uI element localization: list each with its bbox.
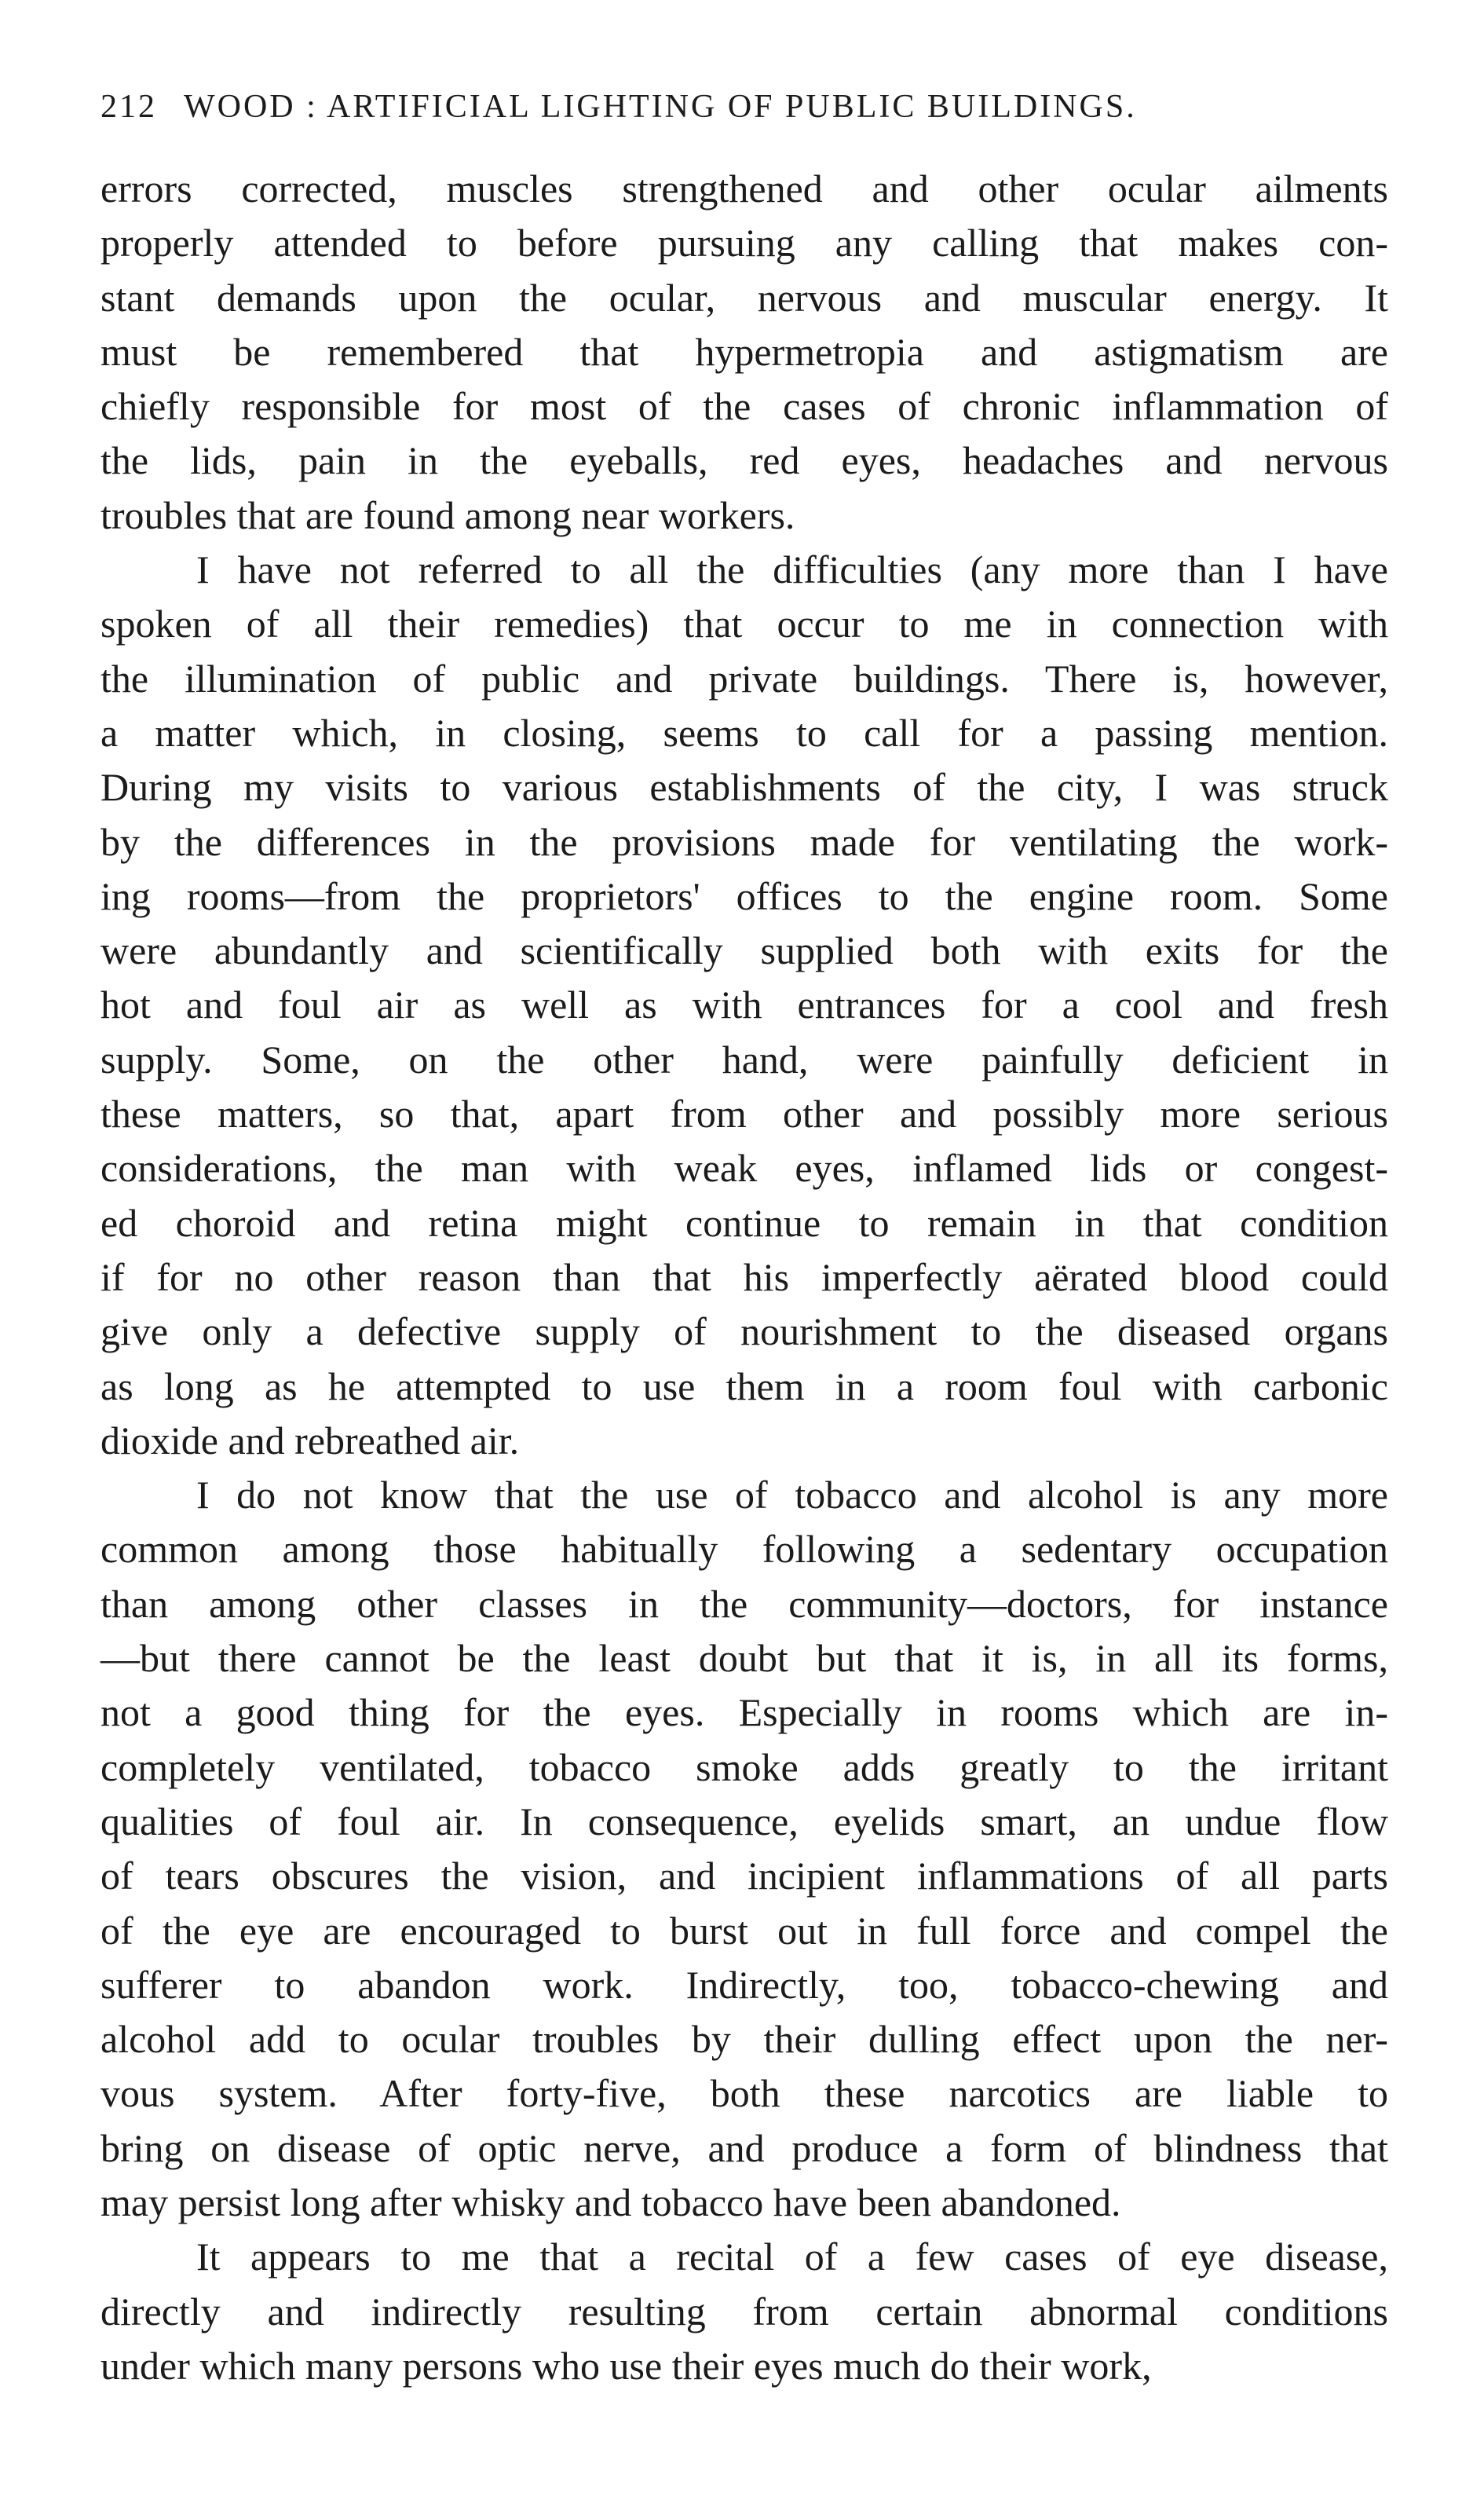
text-line: I do not know that the use of tobacco and alcohol is any more bbox=[196, 1473, 1388, 1517]
text-line: stant demands upon the ocular, nervous and muscular energy. It bbox=[101, 275, 1388, 320]
text-line: ing rooms—from the proprietors' offices to the engine room. Some bbox=[101, 873, 1388, 918]
text-line: if for no other reason than that his imperfectly aërated blood could bbox=[101, 1254, 1388, 1299]
text-line: hot and foul air as well as with entrances for a cool and fresh bbox=[101, 983, 1388, 1027]
text-line: bring on disease of optic nerve, and produce a form of blindness that bbox=[101, 2125, 1388, 2170]
text-line: of the eye are encouraged to burst out in full force and compel the bbox=[101, 1908, 1388, 1953]
text-line: During my visits to various establishments of the city, I was struck bbox=[101, 765, 1388, 810]
text-line: vous system. After forty-five, both these narcotics are liable to bbox=[101, 2071, 1388, 2116]
running-head bbox=[101, 83, 1325, 130]
page-number: 212 bbox=[101, 89, 157, 125]
text-line: may persist long after whisky and tobacco have been abandoned. bbox=[101, 2180, 1121, 2224]
text-line: these matters, so that, apart from other and possibly more serious bbox=[101, 1092, 1388, 1137]
text-line: —but there cannot be the least doubt but that it is, in all its forms, bbox=[101, 1636, 1388, 1681]
text-line: completely ventilated, tobacco smoke adds greatly to the irritant bbox=[101, 1744, 1388, 1789]
paragraph bbox=[101, 543, 1388, 1468]
paragraph bbox=[101, 2230, 1388, 2393]
paragraph bbox=[101, 162, 1388, 543]
text-line: under which many persons who use their eyes much do their work, bbox=[101, 2343, 1152, 2388]
text-line: considerations, the man with weak eyes, inflamed lids or congest- bbox=[101, 1146, 1388, 1191]
text-line: It appears to me that a recital of a few cases of eye disease, bbox=[196, 2235, 1388, 2279]
text-line: the illumination of public and private buildings. There is, however, bbox=[101, 656, 1388, 701]
text-line: common among those habitually following a sedentary occupation bbox=[101, 1527, 1388, 1572]
text-line: I have not referred to all the difficulties (any more than I have bbox=[196, 547, 1388, 592]
text-line: errors corrected, muscles strengthened and other ocular ailments bbox=[101, 167, 1388, 210]
text-line: as long as he attempted to use them in a room foul with carbonic bbox=[101, 1363, 1388, 1408]
text-line: troubles that are found among near workers. bbox=[101, 492, 795, 537]
text-line: qualities of foul air. In consequence, eyelids smart, an undue flow bbox=[101, 1799, 1388, 1843]
text-line: directly and indirectly resulting from certain abnormal conditions bbox=[101, 2289, 1388, 2333]
text-line: ed choroid and retina might continue to remain in that condition bbox=[101, 1200, 1388, 1245]
text-line: of tears obscures the vision, and incipient inflammations of all parts bbox=[101, 1854, 1388, 1898]
text-line: the lids, pain in the eyeballs, red eyes, headaches and nervous bbox=[101, 438, 1388, 483]
text-line: not a good thing for the eyes. Especially in rooms which are in- bbox=[101, 1690, 1388, 1735]
text-line: a matter which, in closing, seems to call for a passing mention. bbox=[101, 710, 1388, 755]
text-line: by the differences in the provisions made for ventilating the work- bbox=[101, 819, 1388, 864]
text-line: dioxide and rebreathed air. bbox=[101, 1418, 520, 1462]
text-line: give only a defective supply of nourishment to the diseased organs bbox=[101, 1309, 1388, 1354]
text-line: spoken of all their remedies) that occur to me in connection with bbox=[101, 602, 1388, 646]
text-line: alcohol add to ocular troubles by their dulling effect upon the ner- bbox=[101, 2017, 1388, 2062]
text-line: were abundantly and scientifically supplied both with exits for the bbox=[101, 928, 1388, 973]
text-line: than among other classes in the community—doctors, for instance bbox=[101, 1581, 1388, 1626]
text-line: sufferer to abandon work. Indirectly, too, tobacco-chewing and bbox=[101, 1962, 1388, 2007]
body-text bbox=[101, 162, 1388, 2393]
paragraph bbox=[101, 1468, 1388, 2230]
text-line: properly attended to before pursuing any calling that makes con- bbox=[101, 221, 1388, 265]
text-line: must be remembered that hypermetropia and astigmatism are bbox=[101, 329, 1388, 374]
text-line: supply. Some, on the other hand, were painfully deficient in bbox=[101, 1037, 1388, 1082]
text-line: chiefly responsible for most of the cases of chronic inflammation of bbox=[101, 384, 1388, 429]
running-title: WOOD : ARTIFICIAL LIGHTING OF PUBLIC BUILDINGS. bbox=[184, 89, 1137, 125]
